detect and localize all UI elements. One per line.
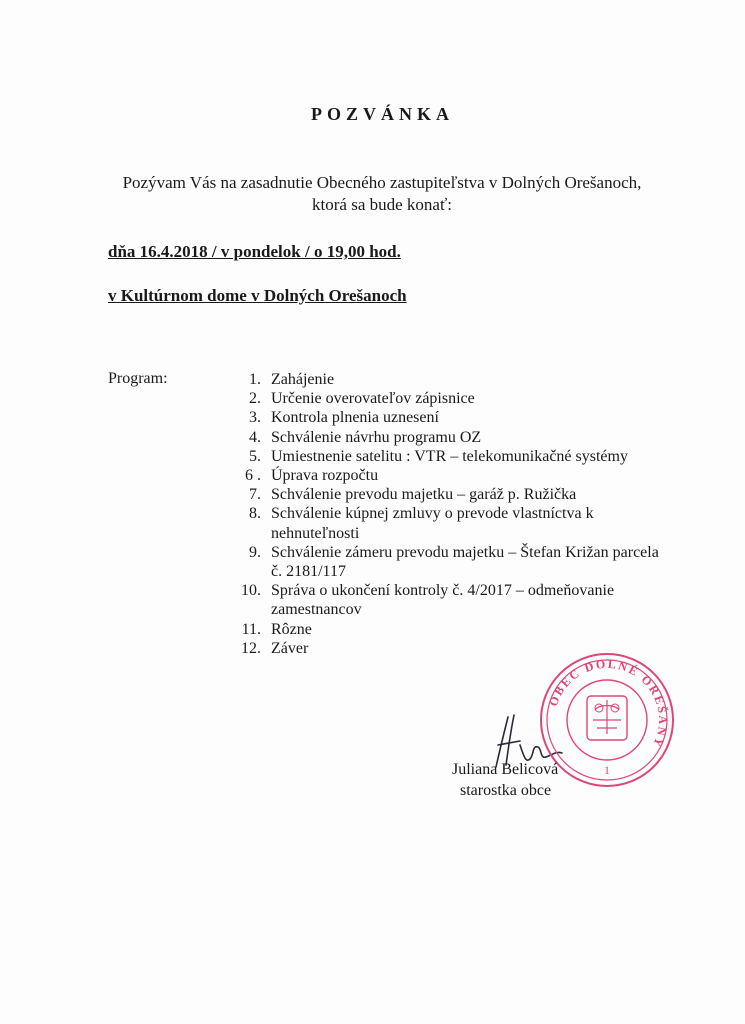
program-item xyxy=(225,428,665,447)
program-item xyxy=(225,543,665,581)
program-item-number: 6 . xyxy=(245,467,261,485)
program-item xyxy=(225,485,665,504)
program-item-number: 9. xyxy=(249,543,261,561)
program-item xyxy=(225,408,665,427)
program-item-number: 3. xyxy=(249,409,261,427)
program-item xyxy=(225,389,665,408)
program-item xyxy=(225,370,665,389)
program-item-text: Záver xyxy=(271,639,309,657)
program-list xyxy=(225,370,665,658)
program-item-number: 8. xyxy=(249,505,261,523)
program-item-text: Schválenie kúpnej zmluvy o prevode vlastníctva k nehnuteľnosti xyxy=(271,505,594,542)
program-item-text: Umiestnenie satelitu : VTR – telekomunikačné systémy xyxy=(271,447,628,465)
document-title: POZVÁNKA xyxy=(311,104,454,124)
program-item-text: Schválenie prevodu majetku – garáž p. Ružička xyxy=(271,486,577,504)
program-item-text: Schválenie návrhu programu OZ xyxy=(271,428,482,446)
intro-paragraph: Pozývam Vás na zasadnutie Obecného zastupiteľstva v Dolných Orešanoch, ktorá sa bude konať: xyxy=(122,173,642,214)
meeting-location: v Kultúrnom dome v Dolných Orešanoch xyxy=(108,286,407,305)
program-item-text: Kontrola plnenia uznesení xyxy=(271,409,439,427)
program-label: Program: xyxy=(108,370,168,387)
program-item-number: 10. xyxy=(241,582,261,600)
signatory-name: Juliana Belicová xyxy=(452,761,559,778)
program-item-number: 12. xyxy=(241,639,261,657)
program-item-number: 2. xyxy=(249,390,261,408)
program-item-number: 7. xyxy=(249,486,261,504)
seal-ring-text: OBEC DOLNÉ OREŠANY xyxy=(546,656,671,751)
program-item-text: Schválenie zámeru prevodu majetku – Štefan Križan parcela č. 2181/117 xyxy=(271,543,659,581)
program-item-number: 11. xyxy=(241,620,261,638)
program-item xyxy=(225,447,665,466)
signatory-role: starostka obce xyxy=(460,782,552,799)
program-item xyxy=(225,504,665,542)
program-item xyxy=(225,466,665,485)
program-item-number: 4. xyxy=(249,428,261,446)
meeting-date-time: dňa 16.4.2018 / v pondelok / o 19,00 hod. xyxy=(108,242,401,261)
program-item-text: Rôzne xyxy=(271,620,312,638)
program-item-text: Správa o ukončení kontroly č. 4/2017 – odmeňovanie zamestnancov xyxy=(271,582,615,619)
program-item-number: 1. xyxy=(249,371,261,388)
program-item xyxy=(225,581,665,619)
seal-number: 1 xyxy=(604,763,610,777)
program-item-text: Zahájenie xyxy=(271,371,335,388)
program-item-text: Úprava rozpočtu xyxy=(271,467,379,485)
program-item-number: 5. xyxy=(249,447,261,465)
program-item-text: Určenie overovateľov zápisnice xyxy=(271,390,475,408)
program-item xyxy=(225,620,665,639)
